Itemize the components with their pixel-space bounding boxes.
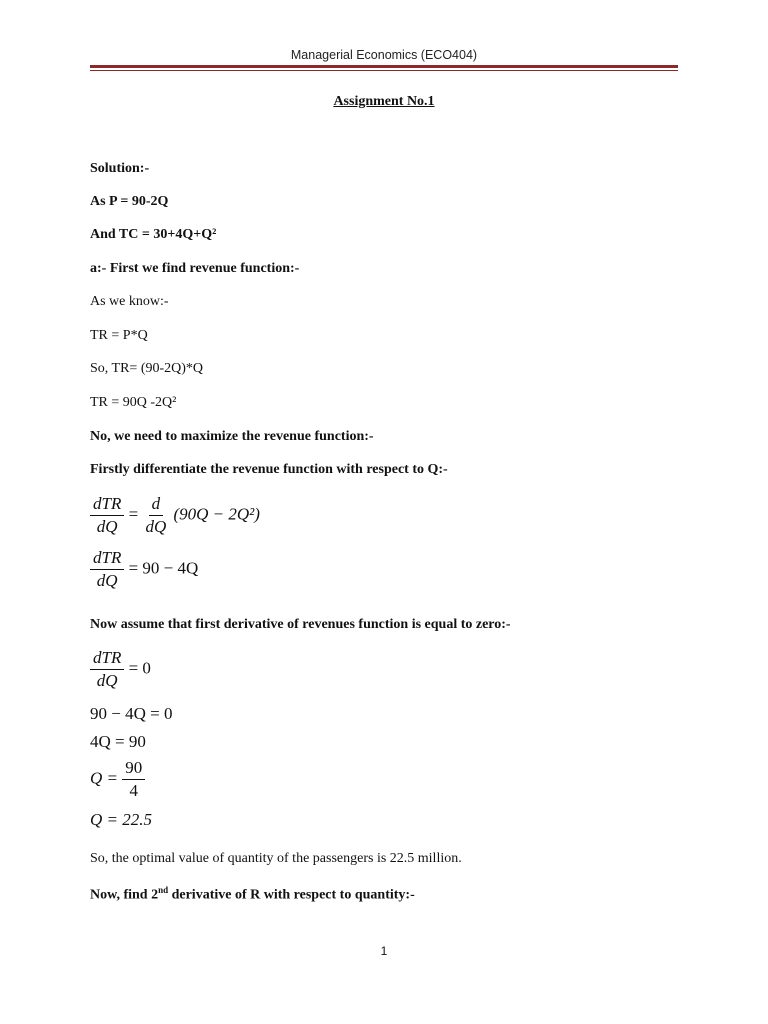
- assume-zero-text: Now assume that first derivative of revenues function is equal to zero:-: [90, 617, 511, 632]
- header-rule-thin: [90, 70, 678, 71]
- tr-expanded: TR = 90Q -2Q²: [90, 395, 177, 410]
- fraction-dtr-dq: $\frac{\text{dTR}}{dQ}$: [90, 494, 124, 537]
- assignment-title: Assignment No.1: [333, 94, 435, 109]
- solution-heading: Solution:-: [90, 161, 150, 176]
- header-rule-thick: [90, 65, 678, 68]
- equation-90-minus-4q: 90 − 4Q = 0: [90, 704, 173, 723]
- optimal-value-text: So, the optimal value of quantity of the passengers is 22.5 million.: [90, 851, 462, 866]
- equation-q-result: Q = 22.5: [90, 810, 152, 829]
- fraction-d-dq: $\frac{d}{dQ}$: [145, 494, 167, 536]
- second-derivative-text: Now, find 2nd derivative of R with respect to quantity:-: [90, 885, 415, 903]
- equation-rhs: = 0: [128, 658, 151, 678]
- fraction-dtr-dq: $\frac{\text{dTR}}{dQ}$: [90, 648, 124, 691]
- equation-rhs: = 90 − 4Q: [128, 558, 199, 578]
- equation-expression: (90Q − 2Q²): [173, 504, 260, 524]
- equation-first-derivative: [90, 548, 198, 591]
- as-we-know-text: As we know:-: [90, 294, 169, 309]
- differentiate-text: Firstly differentiate the revenue function with respect to Q:-: [90, 462, 448, 477]
- maximize-text: No, we need to maximize the revenue function:-: [90, 429, 374, 444]
- equation-set-zero: [90, 648, 151, 691]
- price-equation: As P = 90-2Q: [90, 194, 169, 209]
- equation-derivative-setup: $\frac{\text{dTR}}{dQ}$ = $\frac{d}{dQ}$ (90Q − 2Q²): [90, 494, 260, 537]
- tr-substitution: So, TR= (90-2Q)*Q: [90, 361, 204, 376]
- fraction-dtr-dq: $\frac{\text{dTR}}{dQ}$: [90, 548, 124, 591]
- fraction-90-over-4: $\frac{90}{4}$: [122, 758, 145, 801]
- equation-q-fraction: Q = $\frac{90}{4}$: [90, 758, 145, 801]
- part-a-heading: a:- First we find revenue function:-: [90, 261, 300, 276]
- equation-4q-equals-90: 4Q = 90: [90, 732, 146, 751]
- page-number: 1: [380, 944, 388, 958]
- cost-equation: And TC = 30+4Q+Q²: [90, 227, 217, 242]
- tr-definition: TR = P*Q: [90, 328, 148, 343]
- document-header: Managerial Economics (ECO404): [290, 48, 478, 62]
